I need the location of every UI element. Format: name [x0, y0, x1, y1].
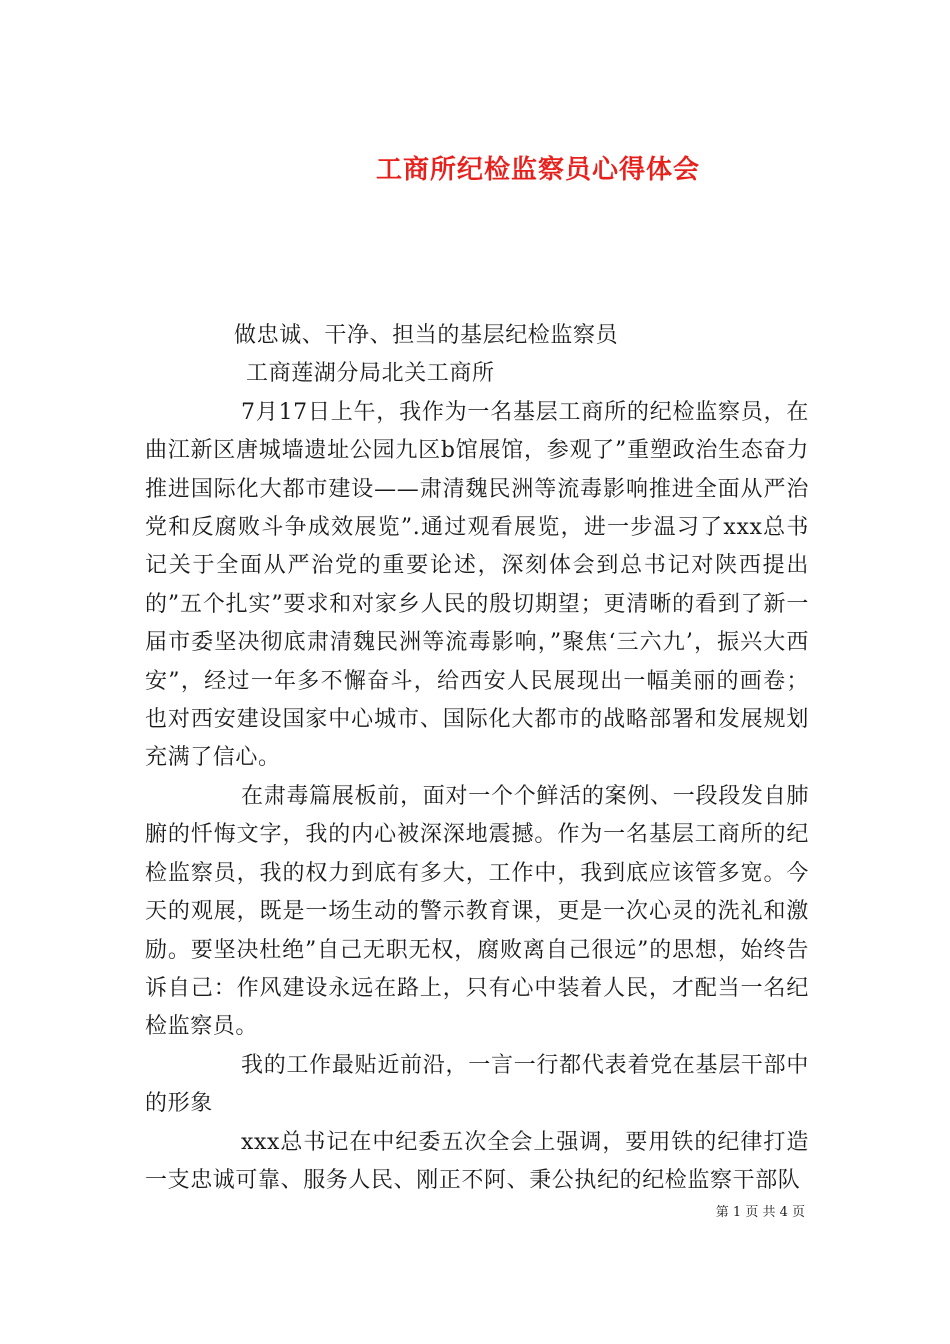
document-body: [145, 317, 809, 1200]
page-number-footer: 第 1 页 共 4 页: [715, 1205, 805, 1220]
body-paragraph-2: 在肃毒篇展板前，面对一个个鲜活的案例、一段段发自肺腑的忏悔文字，我的内心被深深地震撼。作为一名基层工商所的纪检监察员，我的权力到底有多大，工作中，我到底应该管多宽。今天的观展，既是一场生动的警示教育课，更是一次心灵的洗礼和激励。要坚决杜绝”自己无职无权，腐败离自己很远”的思想，始终告诉自己：作风建设永远在路上，只有心中装着人民，才配当一名纪检监察员。: [145, 783, 809, 1040]
article-subtitle: 做忠诚、干净、担当的基层纪检监察员: [234, 323, 619, 348]
document-title: 工商所纪检监察员心得体会: [375, 155, 700, 186]
author-unit: 工商莲湖分局北关工商所: [246, 361, 495, 387]
body-paragraph-3: 我的工作最贴近前沿，一言一行都代表着党在基层干部中的形象: [145, 1052, 809, 1117]
body-paragraph-4: xxx总书记在中纪委五次全会上强调，要用铁的纪律打造一支忠诚可靠、服务人民、刚正不阿、秉公执纪的纪检监察干部队: [145, 1129, 809, 1193]
body-paragraph-1: 7月17日上午，我作为一名基层工商所的纪检监察员，在曲江新区唐城墙遗址公园九区b馆展馆，参观了”重塑政治生态奋力推进国际化大都市建设——肃清魏民洲等流毒影响推进全面从严治党和反腐败斗争成效展览”.通过观看展览，进一步温习了xxx总书记关于全面从严治党的重要论述，深刻体会到总书记对陕西提出的”五个扎实”要求和对家乡人民的殷切期望；更清晰的看到了新一届市委坚决彻底肃清魏民洲等流毒影响，”聚焦‘三六九’，振兴大西安”，经过一年多不懈奋斗，给西安人民展现出一幅美丽的画卷；也对西安建设国家中心城市、国际化大都市的战略部署和发展规划充满了信心。: [145, 399, 809, 771]
